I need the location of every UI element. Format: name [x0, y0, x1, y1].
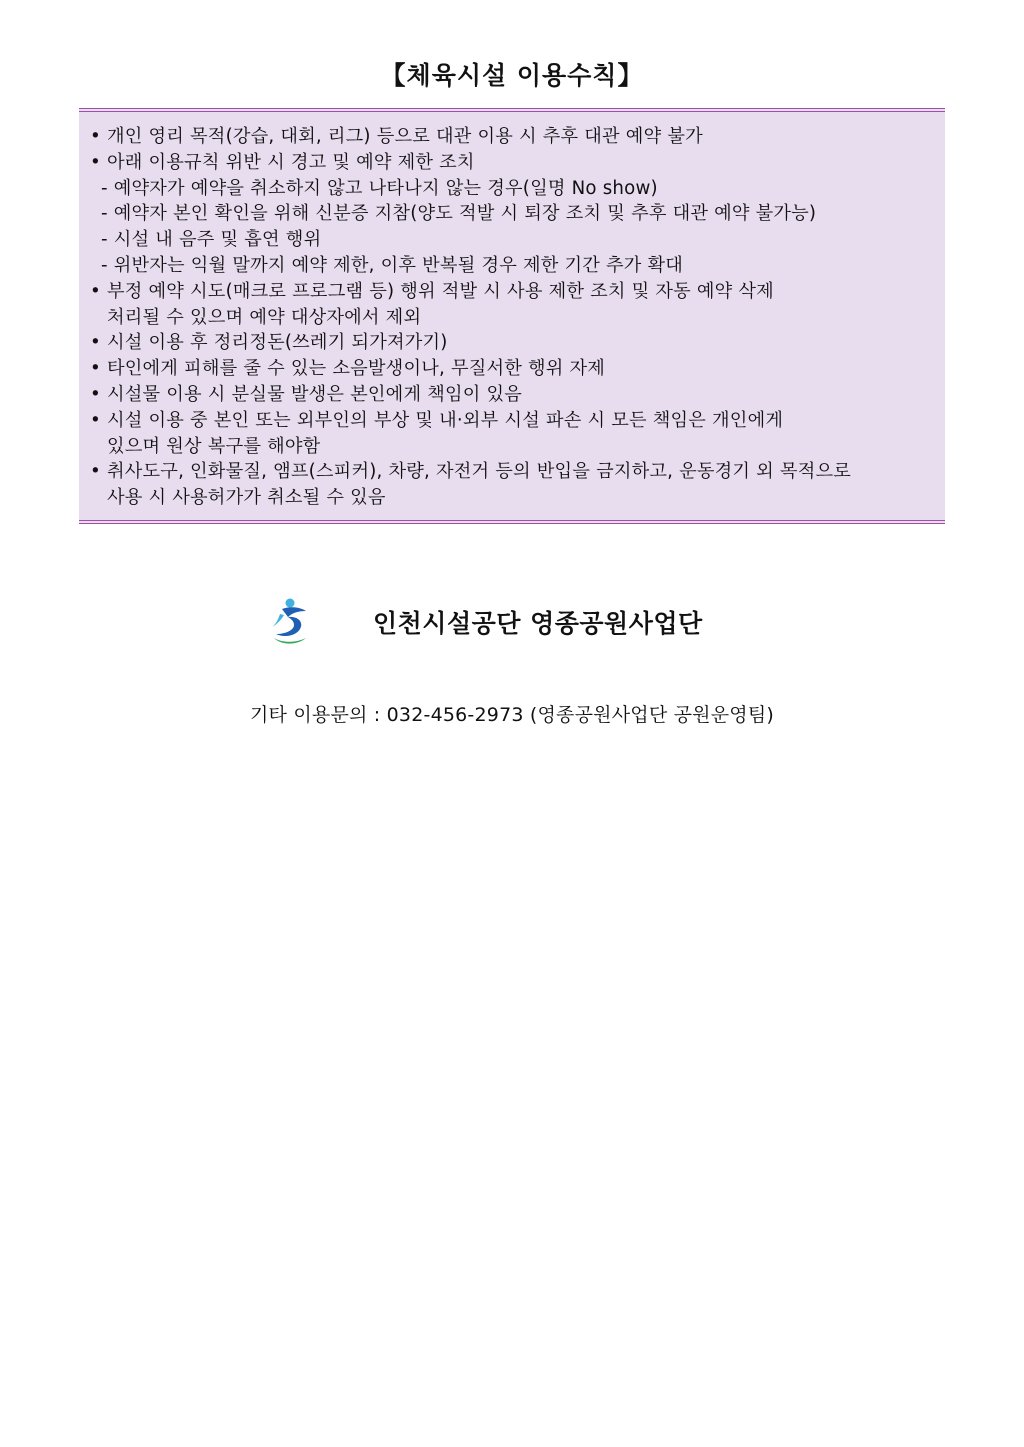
rules-list: [89, 124, 935, 511]
rule-sub-item: - 예약자 본인 확인을 위해 신분증 지참(양도 적발 시 퇴장 조치 및 추후 대관 예약 불가능): [101, 203, 817, 225]
rule-sub-item: - 예약자가 예약을 취소하지 않고 나타나지 않는 경우(일명 No show): [101, 177, 658, 199]
organization-block: [268, 596, 728, 652]
rule-item: • 개인 영리 목적(강습, 대회, 리그) 등으로 대관 이용 시 추후 대관 예약 불가: [89, 124, 935, 150]
rule-item: • 아래 이용규칙 위반 시 경고 및 예약 제한 조치: [89, 150, 935, 176]
rule-item: • 부정 예약 시도(매크로 프로그램 등) 행위 적발 시 사용 제한 조치 및 자동 예약 삭제 처리될 수 있으며 예약 대상자에서 제외: [89, 279, 935, 331]
page-title: 【체육시설 이용수칙】: [380, 61, 644, 90]
rule-item: • 시설 이용 후 정리정돈(쓰레기 되가져가기): [89, 330, 935, 356]
rules-box: [79, 108, 945, 524]
rule-sub-item: - 시설 내 음주 및 흡연 행위: [101, 229, 322, 251]
contact-info: 기타 이용문의 : 032-456-2973 (영종공원사업단 공원운영팀): [250, 704, 774, 726]
rule-sub-item: - 위반자는 익월 말까지 예약 제한, 이후 반복될 경우 제한 기간 추가 확대: [101, 254, 684, 276]
rule-item: • 타인에게 피해를 줄 수 있는 소음발생이나, 무질서한 행위 자제: [89, 356, 935, 382]
organization-name: 인천시설공단 영종공원사업단: [373, 609, 703, 638]
rule-item: • 시설 이용 중 본인 또는 외부인의 부상 및 내·외부 시설 파손 시 모든 책임은 개인에게 있으며 원상 복구를 해야함: [89, 408, 935, 460]
rule-item: • 시설물 이용 시 분실물 발생은 본인에게 책임이 있음: [89, 382, 935, 408]
rule-item: • 취사도구, 인화물질, 앰프(스피커), 차량, 자전거 등의 반입을 금지하고, 운동경기 외 목적으로 사용 시 사용허가가 취소될 수 있음: [89, 459, 935, 511]
incheon-facilities-logo-icon: [268, 596, 314, 646]
